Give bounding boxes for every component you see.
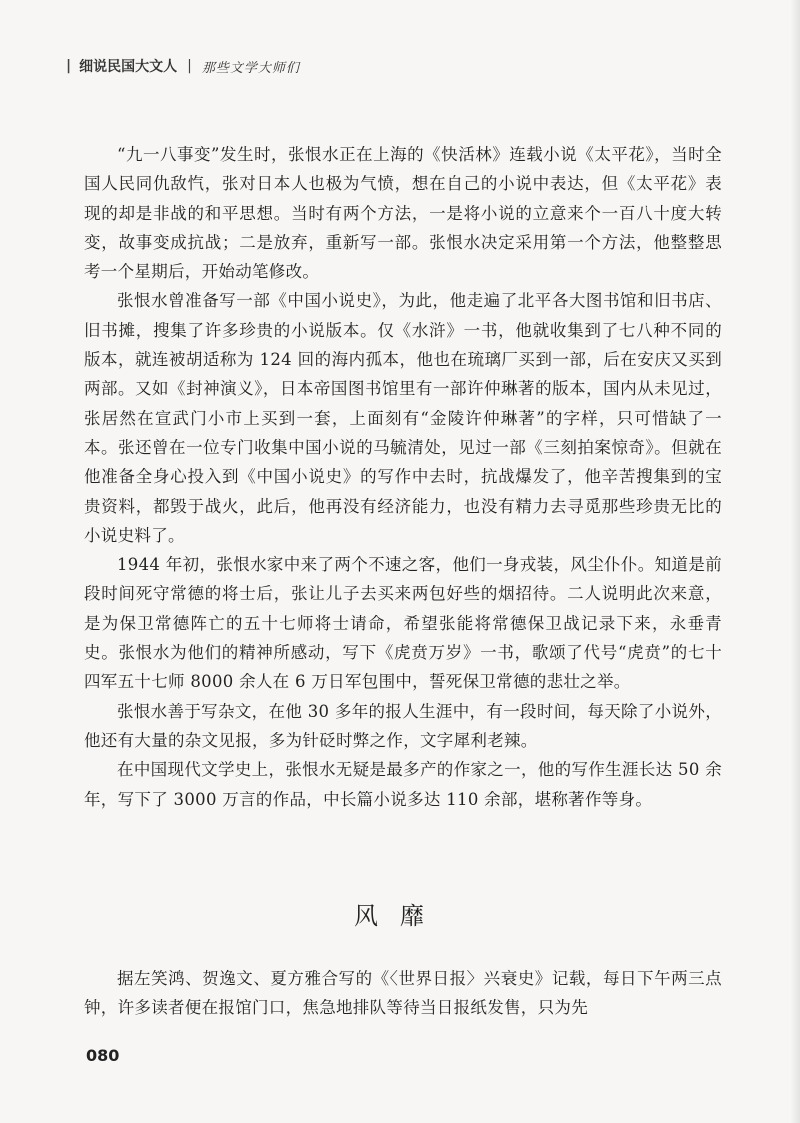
running-header (66, 56, 300, 76)
book-title: 细说民国大文人 (79, 59, 178, 75)
chapter-title: 那些文学大师们 (201, 60, 300, 76)
main-text (84, 140, 722, 814)
paragraph: 张恨水曾准备写一部《中国小说史》，为此，他走遍了北平各大图书馆和旧书店、旧书摊，搜集了许多珍贵的小说版本。仅《水浒》一书，他就收集到了七八种不同的版本，就连被胡适称为 124 回的海内孤本，他也在琉璃厂买到一部，后在安庆又买到两部。又如《封神演义》，日本帝国图书馆里有一部许仲琳著的版本，国内从未见过，张居然在宣武门小市上买到一套，上面刻有“金陵许仲琳著”的字样，只可惜缺了一本。张还曾在一位专门收集中国小说的马毓清处，见过一部《三刻拍案惊奇》。但就在他准备全身心投入到《中国小说史》的写作中去时，抗战爆发了，他辛苦搜集到的宝贵资料，都毁于战火，此后，他再没有经济能力，也没有精力去寻觅那些珍贵无比的小说史料了。 (84, 291, 722, 545)
paragraph: 据左笑鸿、贺逸文、夏方雅合写的《〈世界日报〉兴衰史》记载，每日下午两三点钟，许多读者便在报馆门口，焦急地排队等待当日报纸发售，只为先 (84, 969, 722, 1018)
page-number: 080 (86, 1046, 120, 1065)
paragraph: 张恨水善于写杂文，在他 30 多年的报人生涯中，有一段时间，每天除了小说外，他还有大量的杂文见报，多为针砭时弊之作，文字犀利老辣。 (84, 701, 722, 750)
header-separator: | (187, 58, 192, 74)
paragraph: 1944 年初，张恨水家中来了两个不速之客，他们一身戎装，风尘仆仆。知道是前段时间死守常德的将士后，张让儿子去买来两包好些的烟招待。二人说明此次来意，是为保卫常德阵亡的五十七师将士请命，希望张能将常德保卫战记录下来，永垂青史。张恨水为他们的精神所感动，写下《虎贲万岁》一书，歌颂了代号“虎贲”的七十四军五十七师 8000 余人在 6 万日军包围中，誓死保卫常德的悲壮之举。 (84, 555, 722, 692)
paragraph: 在中国现代文学史上，张恨水无疑是最多产的作家之一，他的写作生涯长达 50 余年，写下了 3000 万言的作品，中长篇小说多达 110 余部，堪称著作等身。 (84, 760, 722, 809)
page-edge-shadow (790, 0, 800, 1123)
paragraph: “九一八事变”发生时，张恨水正在上海的《快活林》连载小说《太平花》，当时全国人民同仇敌忾，张对日本人也极为气愤，想在自己的小说中表达，但《太平花》表现的却是非战的和平思想。当时有两个方法，一是将小说的立意来个一百八十度大转变，故事变成抗战；二是放弃，重新写一部。张恨水决定采用第一个方法，他整整思考一个星期后，开始动笔修改。 (84, 145, 722, 282)
header-bar: | (66, 58, 72, 74)
section-text (84, 964, 722, 1023)
section-title: 风靡 (354, 902, 446, 930)
